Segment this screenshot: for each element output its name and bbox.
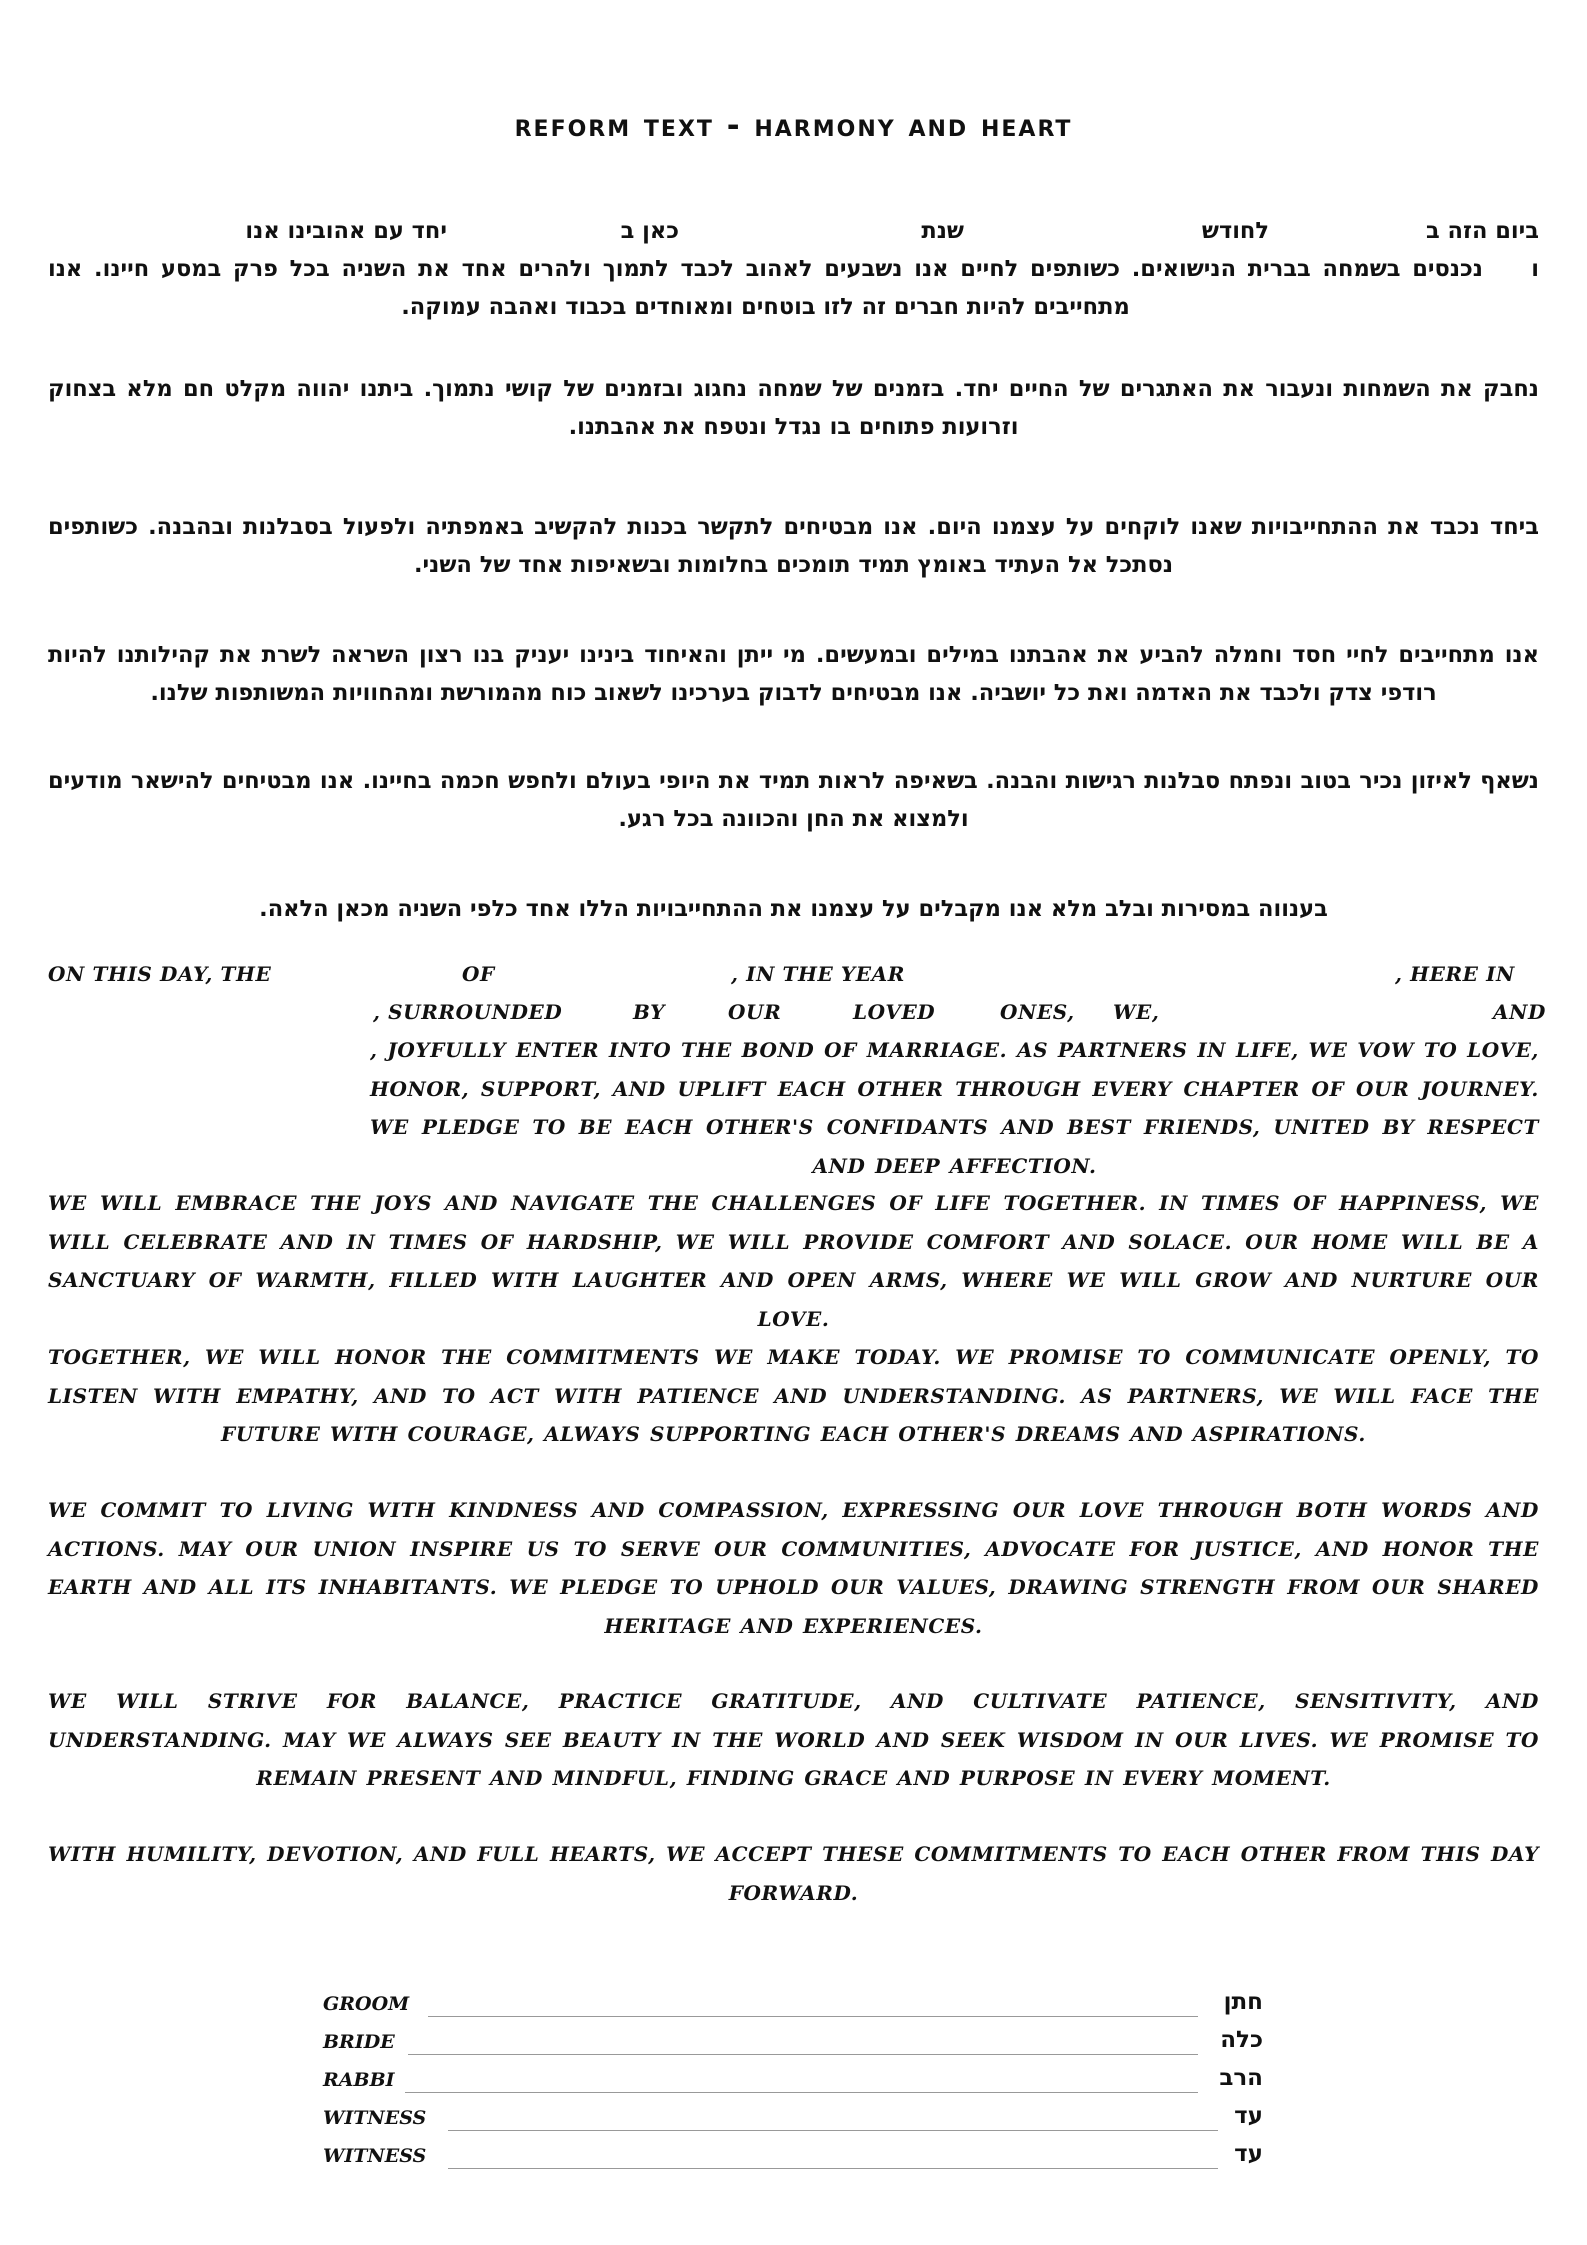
english-opening-line-1 — [48, 962, 1539, 992]
signature-groom[interactable] — [323, 1987, 1263, 2025]
hebrew-paragraph-4: אנו מתחייבים לחיי חסד וחמלה להביע את אהבתנו במילים ובמעשים. מי ייתן והאיחוד בינינו יעניק בנו רצון השראה לשרת את קהילותנו להיות רודפי צדק ולכבד את האדמה ואת כל יושביה. אנו מבטיחים לדבוק בערכינו לשאוב כוח מהמורשת ומהחוויות המשותפות שלנו. — [48, 642, 1539, 706]
hebrew-paragraph-6: בענווה במסירות ובלב מלא אנו מקבלים על עצמנו את ההתחייבויות הללו אחד כלפי השניה מכאן הלאה. — [259, 896, 1328, 922]
hebrew-vav-letter: ו — [1531, 256, 1539, 282]
english-paragraph-5: WE WILL STRIVE FOR BALANCE, PRACTICE GRATITUDE, AND CULTIVATE PATIENCE, SENSITIVITY, AND UNDERSTANDING. MAY WE ALWAYS SEE BEAUTY IN THE WORLD AND SEEK WISDOM IN OUR LIVES. WE PROMISE TO REMAIN PRESENT AND MINDFUL, FINDING GRACE AND PURPOSE IN EVERY MOMENT. — [48, 1689, 1539, 1790]
english-word: OUR — [728, 1000, 782, 1024]
hebrew-day-label: ביום הזה ב — [1425, 218, 1539, 244]
english-paragraph-2: WE WILL EMBRACE THE JOYS AND NAVIGATE THE CHALLENGES OF LIFE TOGETHER. IN TIMES OF HAPPINESS, WE WILL CELEBRATE AND IN TIMES OF HARDSHIP, WE WILL PROVIDE COMFORT AND SOLACE. OUR HOME WILL BE A SANCTUARY OF WARMTH, FILLED WITH LAUGHTER AND OPEN ARMS, WHERE WE WILL GROW AND NURTURE OUR LOVE. — [48, 1191, 1539, 1331]
signature-line[interactable] — [448, 2168, 1218, 2169]
english-opening-line-2 — [48, 1000, 1546, 1030]
english-surrounded-label: , SURROUNDED — [373, 1000, 563, 1024]
english-day-label: ON THIS DAY, THE — [48, 962, 272, 986]
english-word: LOVED — [853, 1000, 936, 1024]
signature-witness-1[interactable] — [323, 2101, 1263, 2139]
signature-label: RABBI — [323, 2069, 395, 2091]
signature-hebrew-label: עד — [1234, 2141, 1263, 2167]
signature-hebrew-label: הרב — [1219, 2065, 1263, 2091]
document-title: reform text - harmony and heart — [514, 108, 1073, 144]
english-paragraph-6: WITH HUMILITY, DEVOTION, AND FULL HEARTS, WE ACCEPT THESE COMMITMENTS TO EACH OTHER FROM THIS DAY FORWARD. — [48, 1842, 1539, 1905]
hebrew-year-label: שנת — [921, 218, 964, 244]
hebrew-together-label: יחד עם אהובינו אנו — [245, 218, 447, 244]
signature-label: WITNESS — [323, 2145, 427, 2167]
signature-hebrew-label: כלה — [1220, 2027, 1263, 2053]
signature-line[interactable] — [448, 2130, 1218, 2131]
hebrew-month-label: לחודש — [1201, 218, 1269, 244]
english-word: ONES, — [1000, 1000, 1075, 1024]
hebrew-paragraph-3: ביחד נכבד את ההתחייבויות שאנו לוקחים על עצמנו היום. אנו מבטיחים לתקשר בכנות להקשיב באמפתיה ולפעול בסבלנות ובהבנה. כשותפים נסתכל אל העתיד באומץ תמיד תומכים בחלומות ובשאיפות אחד של השני. — [48, 514, 1539, 578]
signature-rabbi[interactable] — [323, 2063, 1263, 2101]
hebrew-opening-line — [48, 212, 1539, 250]
signature-line[interactable] — [408, 2054, 1198, 2055]
signature-label: WITNESS — [323, 2107, 427, 2129]
english-word: WE, — [1113, 1000, 1160, 1024]
english-paragraph-4: WE COMMIT TO LIVING WITH KINDNESS AND COMPASSION, EXPRESSING OUR LOVE THROUGH BOTH WORDS AND ACTIONS. MAY OUR UNION INSPIRE US TO SERVE OUR COMMUNITIES, ADVOCATE FOR JUSTICE, AND HONOR THE EARTH AND ALL ITS INHABITANTS. WE PLEDGE TO UPHOLD OUR VALUES, DRAWING STRENGTH FROM OUR SHARED HERITAGE AND EXPERIENCES. — [48, 1498, 1539, 1638]
signature-line[interactable] — [428, 2016, 1198, 2017]
hebrew-paragraph-2: נחבק את השמחות ונעבור את האתגרים של החיים יחד. בזמנים של שמחה נחגוג ובזמנים של קושי נתמוך. ביתנו יהווה מקלט חם מלא בצחוק וזרועות פתוחים בו נגדל ונטפח את אהבתנו. — [48, 376, 1539, 440]
english-paragraph-1-body: , JOYFULLY ENTER INTO THE BOND OF MARRIAGE. AS PARTNERS IN LIFE, WE VOW TO LOVE, HONOR, SUPPORT, AND UPLIFT EACH OTHER THROUGH EVERY CHAPTER OF OUR JOURNEY. WE PLEDGE TO BE EACH OTHER'S CONFIDANTS AND BEST FRIENDS, UNITED BY RESPECT AND DEEP AFFECTION. — [370, 1038, 1539, 1178]
signature-hebrew-label: עד — [1234, 2103, 1263, 2129]
hebrew-place-label: כאן ב — [620, 218, 679, 244]
english-word: BY — [633, 1000, 666, 1024]
signature-hebrew-label: חתן — [1223, 1989, 1263, 2015]
signature-label: GROOM — [323, 1993, 410, 2015]
english-paragraph-1 — [48, 1031, 1539, 1185]
english-paragraph-3: TOGETHER, WE WILL HONOR THE COMMITMENTS WE MAKE TODAY. WE PROMISE TO COMMUNICATE OPENLY, TO LISTEN WITH EMPATHY, AND TO ACT WITH PATIENCE AND UNDERSTANDING. AS PARTNERS, WE WILL FACE THE FUTURE WITH COURAGE, ALWAYS SUPPORTING EACH OTHER'S DREAMS AND ASPIRATIONS. — [48, 1345, 1539, 1446]
signature-label: BRIDE — [323, 2031, 395, 2053]
signature-line[interactable] — [405, 2092, 1198, 2093]
english-here-label: , HERE IN — [1395, 962, 1515, 986]
english-of-label: OF — [462, 962, 495, 986]
english-word: AND — [1493, 1000, 1546, 1024]
signature-witness-2[interactable] — [323, 2139, 1263, 2177]
signature-bride[interactable] — [323, 2025, 1263, 2063]
hebrew-paragraph-5: נשאף לאיזון נכיר בטוב ונפתח סבלנות רגישות והבנה. בשאיפה לראות תמיד את היופי בעולם ולחפש חכמה בחיינו. אנו מבטיחים להישאר מודעים ולמצוא את החן והכוונה בכל רגע. — [48, 768, 1539, 832]
hebrew-paragraph-1: נכנסים בשמחה בברית הנישואים. כשותפים לחיים אנו נשבעים לאהוב לכבד לתמוך ולהרים אחד את השניה בכל פרק במסע חיינו. אנו מתחייבים להיות חברים זה לזו בוטחים ומאוחדים בכבוד ואהבה עמוקה. — [48, 256, 1483, 320]
english-year-label: , IN THE YEAR — [731, 962, 905, 986]
